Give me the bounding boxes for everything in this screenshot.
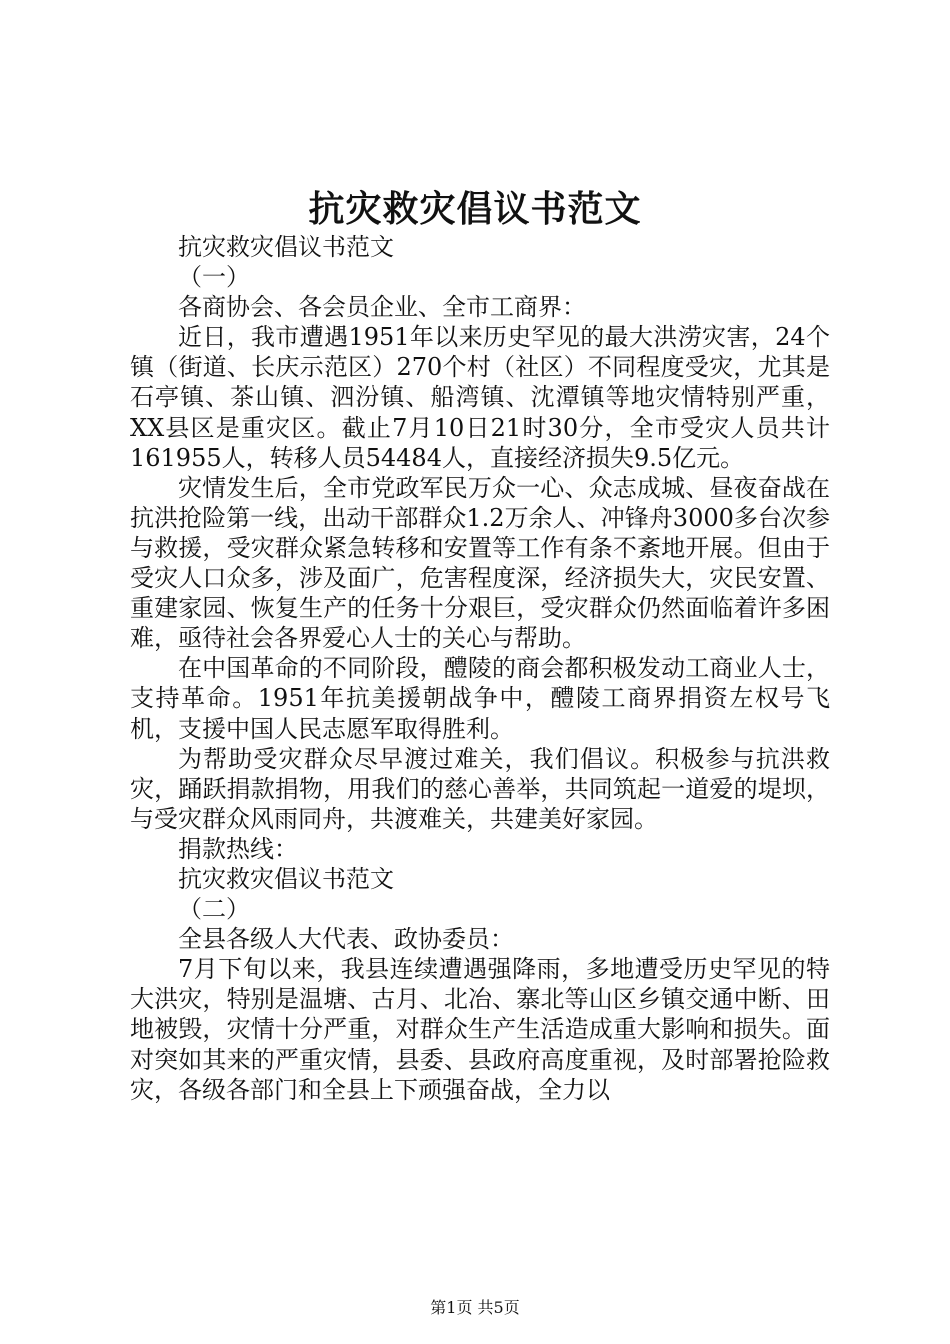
body-paragraph: 近日，我市遭遇1951年以来历史罕见的最大洪涝灾害，24个镇（街道、长庆示范区）270个村（社区）不同程度受灾，尤其是石亭镇、茶山镇、泗汾镇、船湾镇、沈潭镇等地灾情特别严重，XX县区是重灾区。截止7月10日21时30分，全市受灾人员共计161955人，转移人员54484人，直接经济损失9.5亿元。	[130, 323, 830, 472]
body-paragraph: 为帮助受灾群众尽早渡过难关，我们倡议。积极参与抗洪救灾，踊跃捐款捐物，用我们的慈心善举，共同筑起一道爱的堤坝，与受灾群众风雨同舟，共渡难关，共建美好家园。	[130, 744, 830, 833]
body-line-hotline: 捐款热线：	[178, 834, 298, 863]
document-title: 抗灾救灾倡议书范文	[308, 188, 642, 230]
body-line-subtitle: 抗灾救灾倡议书范文	[178, 233, 394, 261]
body-paragraph: 7月下旬以来，我县连续遭遇强降雨，多地遭受历史罕见的特大洪灾，特别是温塘、古月、北冶、寨北等山区乡镇交通中断、田地被毁，灾情十分严重，对群众生产生活造成重大影响和损失。面对突如其来的严重灾情，县委、县政府高度重视，及时部署抢险救灾，各级各部门和全县上下顽强奋战，全力以	[130, 955, 830, 1104]
body-paragraph: 在中国革命的不同阶段，醴陵的商会都积极发动工商业人士，支持革命。1951年抗美援朝战争中，醴陵工商界捐资左权号飞机，支援中国人民志愿军取得胜利。	[130, 654, 830, 743]
body-paragraph: 灾情发生后，全市党政军民万众一心、众志成城、昼夜奋战在抗洪抢险第一线，出动干部群众1.2万余人、冲锋舟3000多台次参与救援，受灾群众紧急转移和安置等工作有条不紊地开展。但由于受灾人口众多，涉及面广，危害程度深，经济损失大，灾民安置、重建家园、恢复生产的任务十分艰巨，受灾群众仍然面临着许多困难，亟待社会各界爱心人士的关心与帮助。	[130, 473, 830, 653]
page-number: 第1页 共5页	[430, 1298, 520, 1317]
body-line-section-two: （二）	[178, 895, 250, 924]
body-line-salutation-two: 全县各级人大代表、政协委员：	[178, 925, 514, 954]
body-line-salutation-one: 各商协会、各会员企业、全市工商界：	[178, 293, 586, 322]
body-line-subtitle-two: 抗灾救灾倡议书范文	[178, 864, 394, 893]
body-line-section-one: （一）	[178, 263, 250, 292]
document-body	[130, 232, 830, 1105]
